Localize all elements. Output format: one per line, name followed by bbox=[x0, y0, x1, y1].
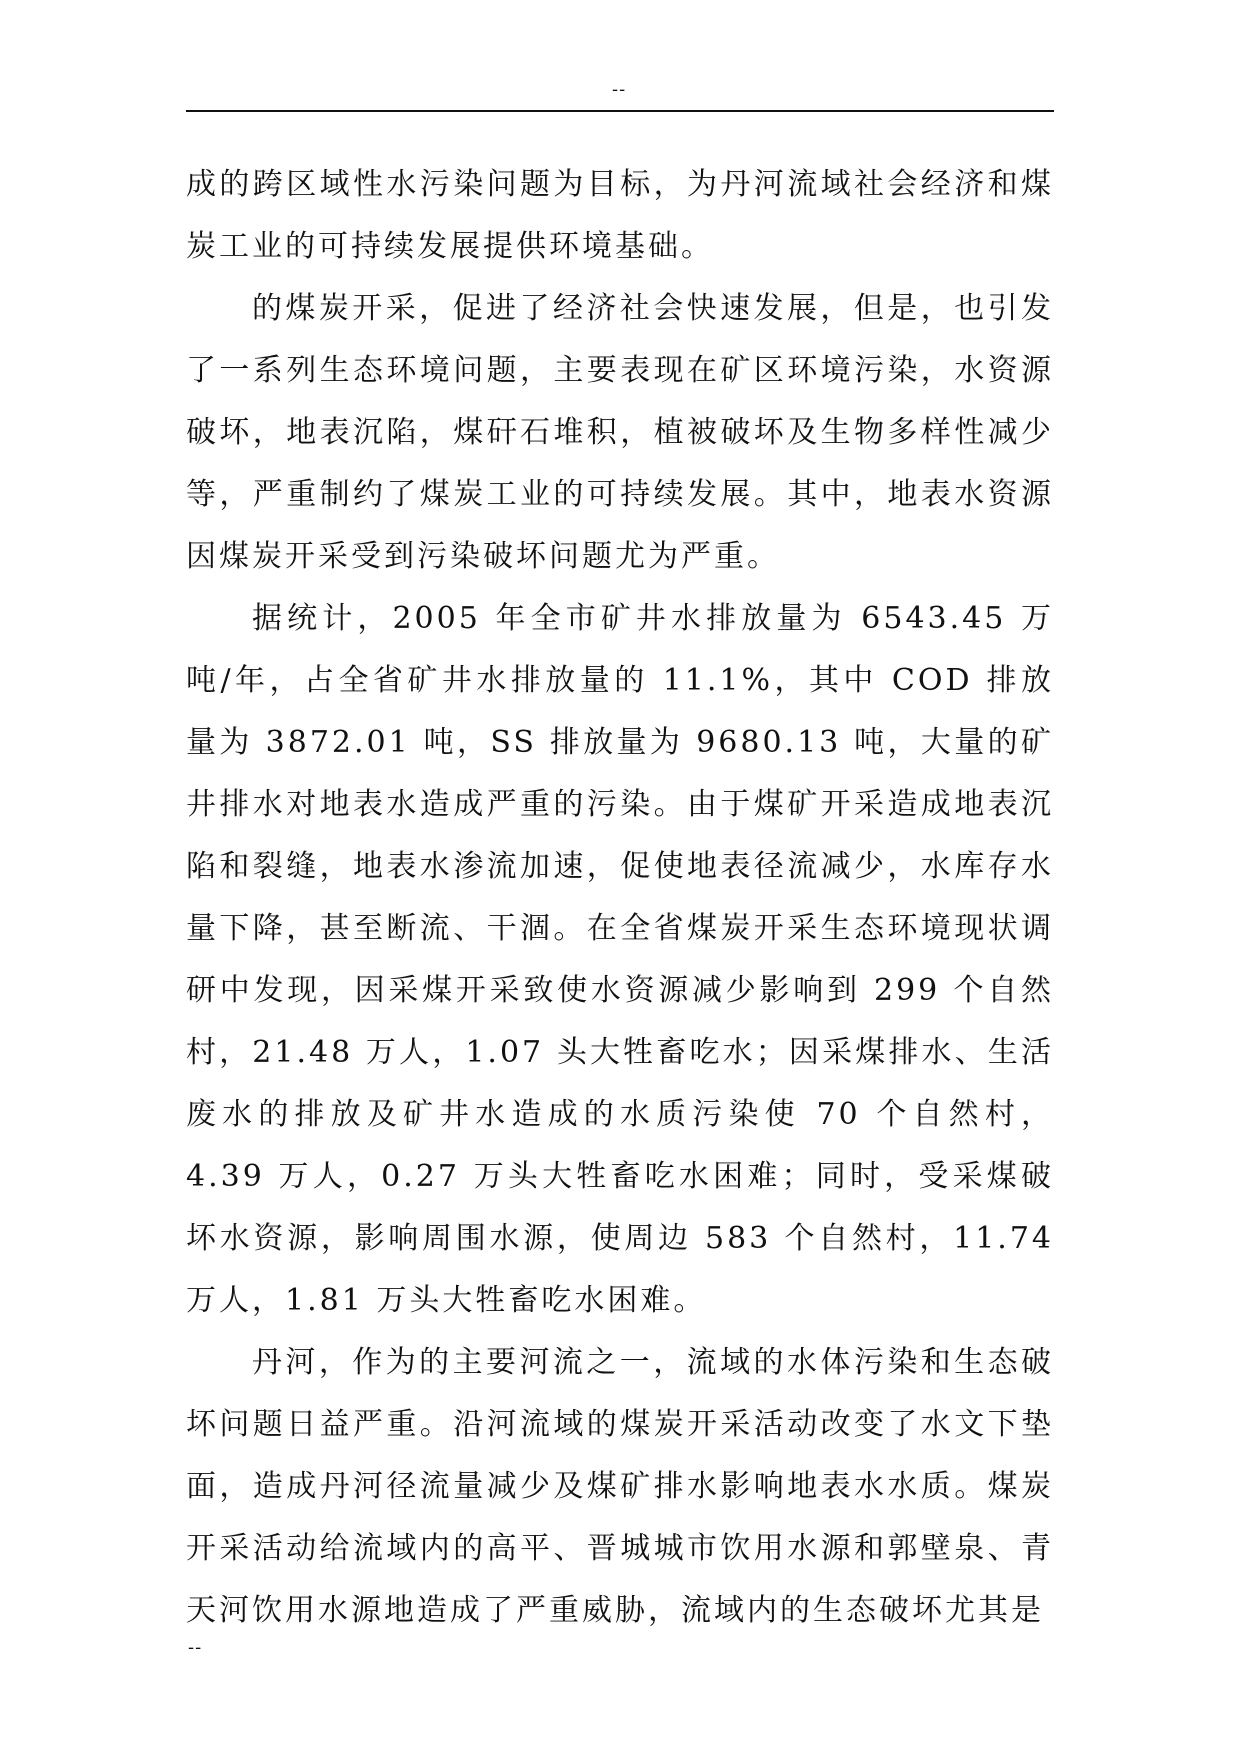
paragraph-3: 据统计，2005 年全市矿井水排放量为 6543.45 万吨/年，占全省矿井水排放量的 11.1%，其中 COD 排放量为 3872.01 吨，SS 排放量为 9680.13 吨，大量的矿井排水对地表水造成严重的污染。由于煤矿开采造成地表沉陷和裂缝，地表水渗流加速，促使地表径流减少，水库存水量下降，甚至断流、干涸。在全省煤炭开采生态环境现状调研中发现，因采煤开采致使水资源减少影响到 299 个自然村，21.48 万人，1.07 头大牲畜吃水；因采煤排水、生活废水的排放及矿井水造成的水质污染使 70 个自然村，4.39 万人，0.27 万头大牲畜吃水困难；同时，受采煤破坏水资源，影响周围水源，使周边 583 个自然村，11.74 万人，1.81 万头大牲畜吃水困难。 bbox=[186, 601, 1054, 1318]
header-rule bbox=[186, 110, 1054, 112]
document-body bbox=[186, 154, 1054, 1642]
paragraph-1: 成的跨区域性水污染问题为目标，为丹河流域社会经济和煤炭工业的可持续发展提供环境基础。 bbox=[186, 167, 1054, 264]
paragraph-4: 丹河，作为的主要河流之一，流域的水体污染和生态破坏问题日益严重。沿河流域的煤炭开采活动改变了水文下垫面，造成丹河径流量减少及煤矿排水影响地表水水质。煤炭开采活动给流域内的高平、晋城城市饮用水源和郭壁泉、青天河饮用水源地造成了严重威胁，流域内的生态破坏尤其是 bbox=[186, 1345, 1054, 1628]
header-mark: -- bbox=[612, 79, 627, 100]
paragraph-2: 的煤炭开采，促进了经济社会快速发展，但是，也引发了一系列生态环境问题，主要表现在矿区环境污染，水资源破坏，地表沉陷，煤矸石堆积，植被破坏及生物多样性减少等，严重制约了煤炭工业的可持续发展。其中，地表水资源因煤炭开采受到污染破坏问题尤为严重。 bbox=[186, 291, 1054, 574]
footer-mark: -- bbox=[188, 1637, 203, 1658]
